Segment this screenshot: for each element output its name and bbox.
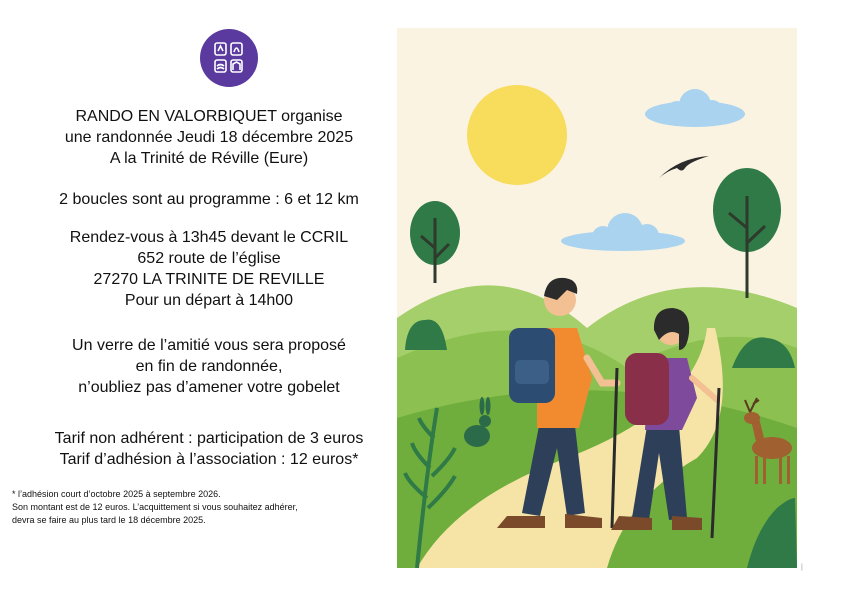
- friendship-line-3: n’oubliez pas d’amener votre gobelet: [78, 379, 340, 396]
- departure-time-line: Pour un départ à 14h00: [124, 292, 294, 309]
- non-member-price: Tarif non adhérent : participation de 3 euros: [54, 430, 364, 447]
- friendship-line-2: en fin de randonnée,: [135, 358, 283, 375]
- pricing-block: [20, 428, 398, 470]
- friendship-block: [20, 335, 398, 398]
- friendship-line-1: Un verre de l’amitié vous sera proposé: [72, 337, 346, 354]
- intro-block: [20, 106, 398, 169]
- footnote-line-1: * l’adhésion court d’octobre 2025 à septembre 2026.: [12, 489, 221, 499]
- association-logo-icon: [200, 29, 258, 87]
- footnote-line-2: Son montant est de 12 euros. L’acquittement si vous souhaitez adhérer,: [12, 502, 298, 512]
- footnote-line-3: devra se faire au plus tard le 18 décembre 2025.: [12, 515, 206, 525]
- event-location-line: A la Trinité de Réville (Eure): [109, 150, 309, 167]
- hikers-illustration: [397, 28, 797, 568]
- event-date-line: une randonnée Jeudi 18 décembre 2025: [64, 129, 354, 146]
- loops-line: 2 boucles sont au programme : 6 et 12 km: [59, 191, 359, 208]
- membership-price: Tarif d’adhésion à l’association : 12 euros*: [59, 451, 359, 468]
- organizer-line: RANDO EN VALORBIQUET organise: [75, 108, 343, 125]
- sun-icon: [467, 85, 567, 185]
- page-mark: |: [801, 564, 803, 571]
- meeting-city-line: 27270 LA TRINITE DE REVILLE: [93, 271, 325, 288]
- meeting-street-line: 652 route de l’église: [137, 250, 281, 267]
- meeting-block: [20, 227, 398, 311]
- membership-footnote: [12, 488, 392, 527]
- meeting-time-line: Rendez-vous à 13h45 devant le CCRIL: [69, 229, 349, 246]
